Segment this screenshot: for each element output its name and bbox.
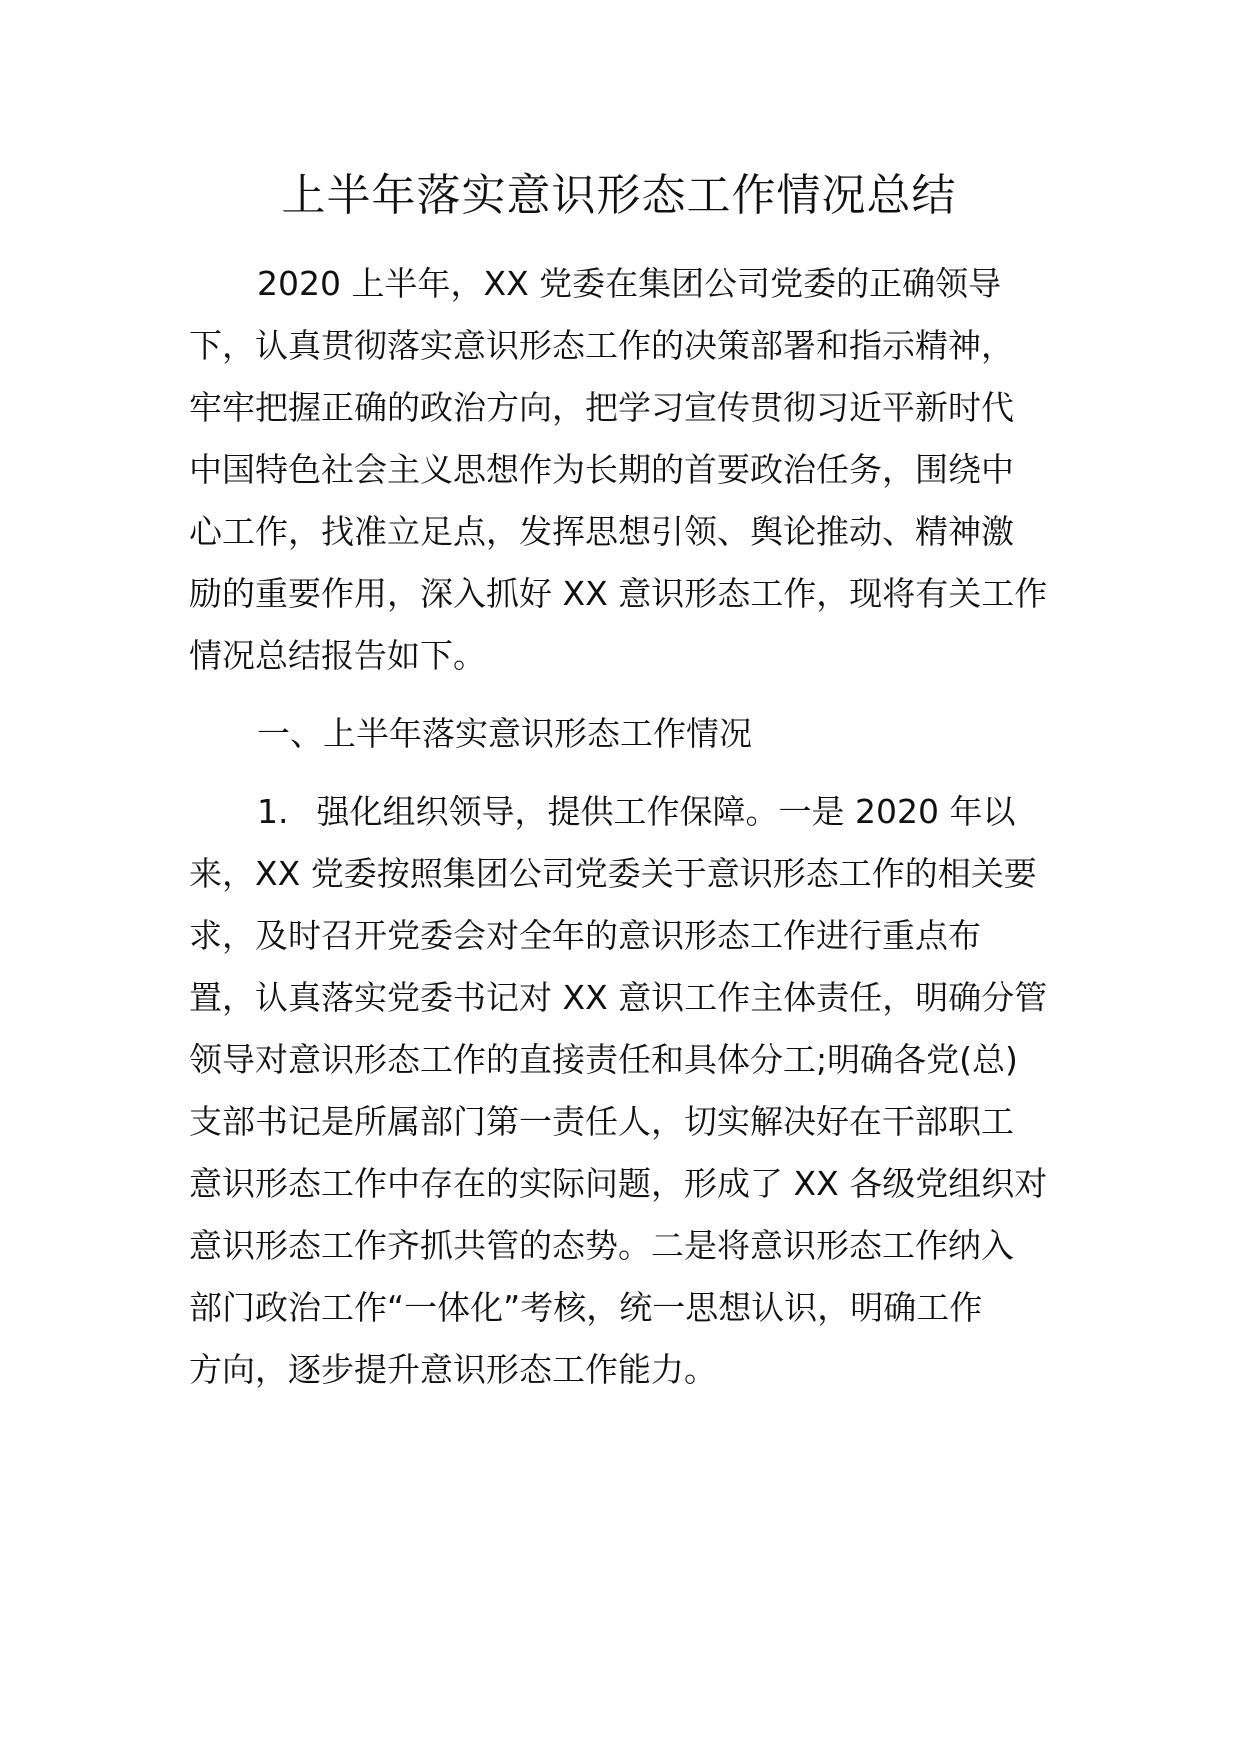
section-heading: 一、上半年落实意识形态工作情况 <box>257 714 752 753</box>
intro-line-6: 励的重要作用，深入抓好 XX 意识形态工作，现将有关工作 <box>189 574 1048 613</box>
intro-line-5: 心工作，找准立足点，发挥思想引领、舆论推动、精神激 <box>189 512 1014 551</box>
intro-line-7: 情况总结报告如下。 <box>189 636 486 675</box>
item1-line-6: 支部书记是所属部门第一责任人，切实解决好在干部职工 <box>189 1102 1014 1141</box>
intro-line-1: 2020 上半年，XX 党委在集团公司党委的正确领导 <box>257 264 1002 303</box>
item1-line-1: 强化组织领导，提供工作保障。一是 2020 年以 <box>316 792 1016 831</box>
item1-line-5: 领导对意识形态工作的直接责任和具体分工;明确各党(总) <box>189 1040 1018 1079</box>
intro-line-2: 下，认真贯彻落实意识形态工作的决策部署和指示精神， <box>189 326 1014 365</box>
intro-line-3: 牢牢把握正确的政治方向，把学习宣传贯彻习近平新时代 <box>189 388 1014 427</box>
item1-line-10: 方向，逐步提升意识形态工作能力。 <box>189 1350 717 1389</box>
item1-line-2: 来，XX 党委按照集团公司党委关于意识形态工作的相关要 <box>189 854 1037 893</box>
intro-line-4: 中国特色社会主义思想作为长期的首要政治任务，围绕中 <box>189 450 1014 489</box>
item1-line-9: 部门政治工作“一体化”考核，统一思想认识，明确工作 <box>189 1288 983 1327</box>
item1-line-8: 意识形态工作齐抓共管的态势。二是将意识形态工作纳入 <box>189 1226 1014 1265</box>
item1-number: 1. <box>257 792 289 831</box>
item1-line-4: 置，认真落实党委书记对 XX 意识工作主体责任，明确分管 <box>189 978 1048 1017</box>
item1-line-7: 意识形态工作中存在的实际问题，形成了 XX 各级党组织对 <box>189 1164 1048 1203</box>
item1-line-3: 求，及时召开党委会对全年的意识形态工作进行重点布 <box>189 916 981 955</box>
item1-first-line <box>257 790 1015 834</box>
document-title: 上半年落实意识形态工作情况总结 <box>281 170 957 221</box>
